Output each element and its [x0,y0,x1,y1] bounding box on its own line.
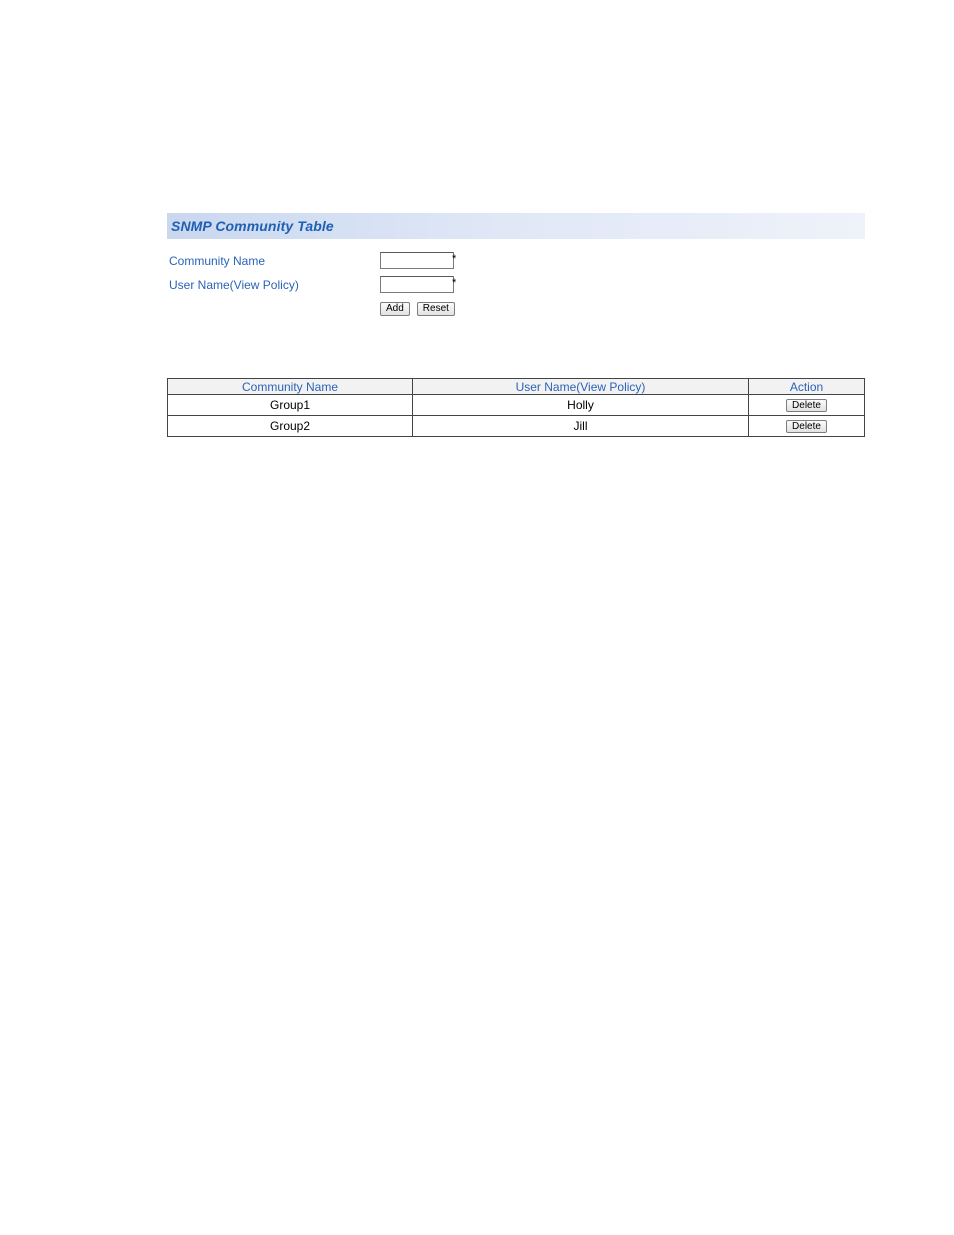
delete-button[interactable]: Delete [786,399,827,412]
community-name-row [167,251,567,271]
table-row [168,395,865,416]
user-name-label: User Name(View Policy) [169,278,299,292]
column-header-action: Action [749,379,865,395]
cell-community-name: Group2 [168,416,413,437]
reset-button[interactable]: Reset [417,302,455,316]
column-header-community-name: Community Name [168,379,413,395]
cell-community-name: Group1 [168,395,413,416]
cell-action [749,416,865,437]
panel-title-bar [167,213,865,239]
community-name-label: Community Name [169,254,266,268]
form-buttons [380,302,455,316]
required-marker: * [452,277,457,289]
required-marker: * [452,253,457,265]
table-row [168,416,865,437]
community-table [167,378,865,437]
add-button[interactable]: Add [380,302,410,316]
user-name-input[interactable] [380,276,454,293]
snmp-community-panel [167,213,865,314]
table-header-row [168,379,865,395]
page-title: SNMP Community Table [171,218,334,234]
cell-action [749,395,865,416]
cell-user-name: Holly [413,395,749,416]
user-name-row [167,275,567,295]
cell-user-name: Jill [413,416,749,437]
column-header-user-name: User Name(View Policy) [413,379,749,395]
delete-button[interactable]: Delete [786,420,827,433]
community-name-input[interactable] [380,252,454,269]
